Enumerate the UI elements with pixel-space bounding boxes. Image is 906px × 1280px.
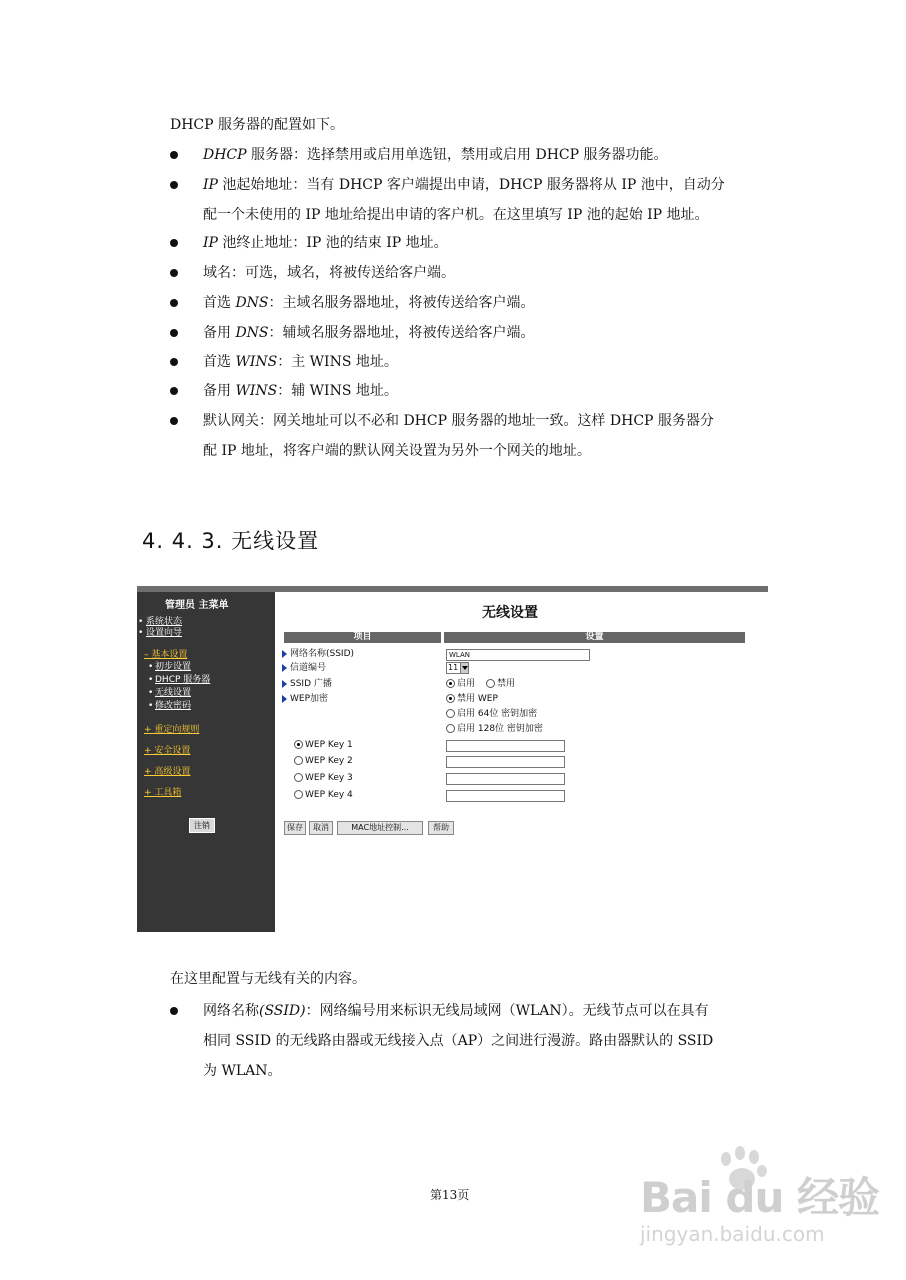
bullet-icon: [170, 358, 178, 366]
radio-icon: [446, 724, 455, 733]
arrow-icon: [282, 695, 287, 703]
column-header-item: 项目: [284, 632, 441, 643]
watermark-logo: Bai du 经验: [640, 1173, 879, 1222]
ssid-input[interactable]: WLAN: [446, 649, 590, 661]
bullet-icon: [170, 387, 178, 395]
chevron-down-icon: [460, 663, 468, 673]
wep-key3-radio[interactable]: WEP Key 3: [294, 772, 353, 785]
sidebar: [137, 592, 275, 932]
radio-checked-icon: [446, 694, 455, 703]
page-number: 第13页: [430, 1188, 470, 1202]
wep-key1-radio[interactable]: WEP Key 1: [294, 739, 353, 752]
channel-row: 信道编号: [282, 662, 326, 675]
sidebar-section-advanced[interactable]: + 高级设置: [144, 767, 191, 777]
wep-key2-input[interactable]: [446, 756, 565, 768]
wep-64-radio[interactable]: 启用 64位 密钥加密: [446, 708, 537, 721]
arrow-icon: [282, 680, 287, 688]
radio-icon: [294, 756, 303, 765]
list-item: 首选 WINS：主 WINS 地址。: [170, 347, 770, 377]
wep-key1-input[interactable]: [446, 740, 565, 752]
bullet-icon: [170, 181, 178, 189]
ssid-row: 网络名称(SSID): [282, 648, 354, 661]
sidebar-item-dhcp[interactable]: • DHCP 服务器: [155, 675, 210, 686]
wireless-settings-panel: [282, 592, 768, 932]
ssid-broadcast-row: SSID 广播: [282, 678, 332, 691]
bullet-icon: [170, 239, 178, 247]
radio-checked-icon: [294, 740, 303, 749]
broadcast-enable-radio[interactable]: 启用: [446, 678, 475, 691]
logout-button[interactable]: 注销: [189, 818, 215, 833]
sidebar-item-initial[interactable]: • 初步设置: [155, 662, 191, 673]
channel-select[interactable]: 11: [446, 662, 469, 674]
sidebar-section-tools[interactable]: + 工具箱: [144, 788, 182, 798]
bullet-icon: [170, 269, 178, 277]
help-button[interactable]: 帮助: [428, 821, 454, 835]
bullet-icon: [170, 1007, 178, 1015]
sidebar-section-security[interactable]: + 安全设置: [144, 746, 191, 756]
router-ui-screenshot: [137, 586, 768, 932]
watermark-url: jingyan.baidu.com: [640, 1222, 825, 1246]
bullet-icon: [170, 151, 178, 159]
list-item: 备用 DNS：辅域名服务器地址，将被传送给客户端。: [170, 318, 770, 348]
radio-icon: [294, 790, 303, 799]
list-item: 域名：可选，域名，将被传送给客户端。: [170, 258, 770, 288]
wireless-intro-text: 在这里配置与无线有关的内容。: [170, 971, 366, 987]
sidebar-item-password[interactable]: • 修改密码: [155, 701, 191, 712]
list-item: 网络名称(SSID)：网络编号用来标识无线局域网（WLAN）。无线节点可以在具有 相同 SSID 的无线路由器或无线接入点（AP）之间进行漫游。路由器默认的 SSID 为 WLAN。: [170, 996, 770, 1086]
sidebar-item-wizard[interactable]: • 设置向导: [146, 628, 182, 639]
radio-icon: [294, 773, 303, 782]
sidebar-item-wireless[interactable]: • 无线设置: [155, 688, 191, 699]
radio-icon: [486, 679, 495, 688]
radio-checked-icon: [446, 679, 455, 688]
admin-menu-label: 管理员 主菜单: [165, 600, 229, 611]
list-item: 备用 WINS：辅 WINS 地址。: [170, 376, 770, 406]
sidebar-section-redirect[interactable]: + 重定向规则: [144, 725, 200, 735]
arrow-icon: [282, 650, 287, 658]
wep-disable-radio[interactable]: 禁用 WEP: [446, 693, 498, 706]
mac-control-button[interactable]: MAC地址控制...: [337, 821, 423, 835]
intro-text: DHCP 服务器的配置如下。: [170, 117, 345, 133]
section-heading: 4. 4. 3. 无线设置: [142, 529, 320, 553]
radio-icon: [446, 709, 455, 718]
wep-key3-input[interactable]: [446, 773, 565, 785]
save-button[interactable]: 保存: [284, 821, 306, 835]
broadcast-disable-radio[interactable]: 禁用: [486, 678, 515, 691]
bullet-icon: [170, 329, 178, 337]
sidebar-section-basic[interactable]: – 基本设置: [144, 650, 188, 660]
cancel-button[interactable]: 取消: [309, 821, 333, 835]
bullet-icon: [170, 299, 178, 307]
bullet-icon: [170, 417, 178, 425]
list-item: 默认网关：网关地址可以不必和 DHCP 服务器的地址一致。这样 DHCP 服务器分 配 IP 地址，将客户端的默认网关设置为另外一个网关的地址。: [170, 406, 770, 466]
wep-row: WEP加密: [282, 693, 328, 706]
wep-key2-radio[interactable]: WEP Key 2: [294, 755, 353, 768]
list-item: DHCP 服务器：选择禁用或启用单选钮，禁用或启用 DHCP 服务器功能。: [170, 140, 770, 170]
wep-key4-radio[interactable]: WEP Key 4: [294, 789, 353, 802]
list-item: IP 池终止地址：IP 池的结束 IP 地址。: [170, 228, 770, 258]
wep-key4-input[interactable]: [446, 790, 565, 802]
panel-title: 无线设置: [482, 605, 538, 621]
sidebar-item-status[interactable]: • 系统状态: [146, 617, 182, 628]
arrow-icon: [282, 664, 287, 672]
wep-128-radio[interactable]: 启用 128位 密钥加密: [446, 723, 543, 736]
column-header-setting: 设置: [444, 632, 745, 643]
list-item: 首选 DNS：主域名服务器地址，将被传送给客户端。: [170, 288, 770, 318]
list-item: IP 池起始地址：当有 DHCP 客户端提出申请，DHCP 服务器将从 IP 池中，自动分 配一个未使用的 IP 地址给提出申请的客户机。在这里填写 IP 池的起始 IP 地址。: [170, 170, 770, 230]
